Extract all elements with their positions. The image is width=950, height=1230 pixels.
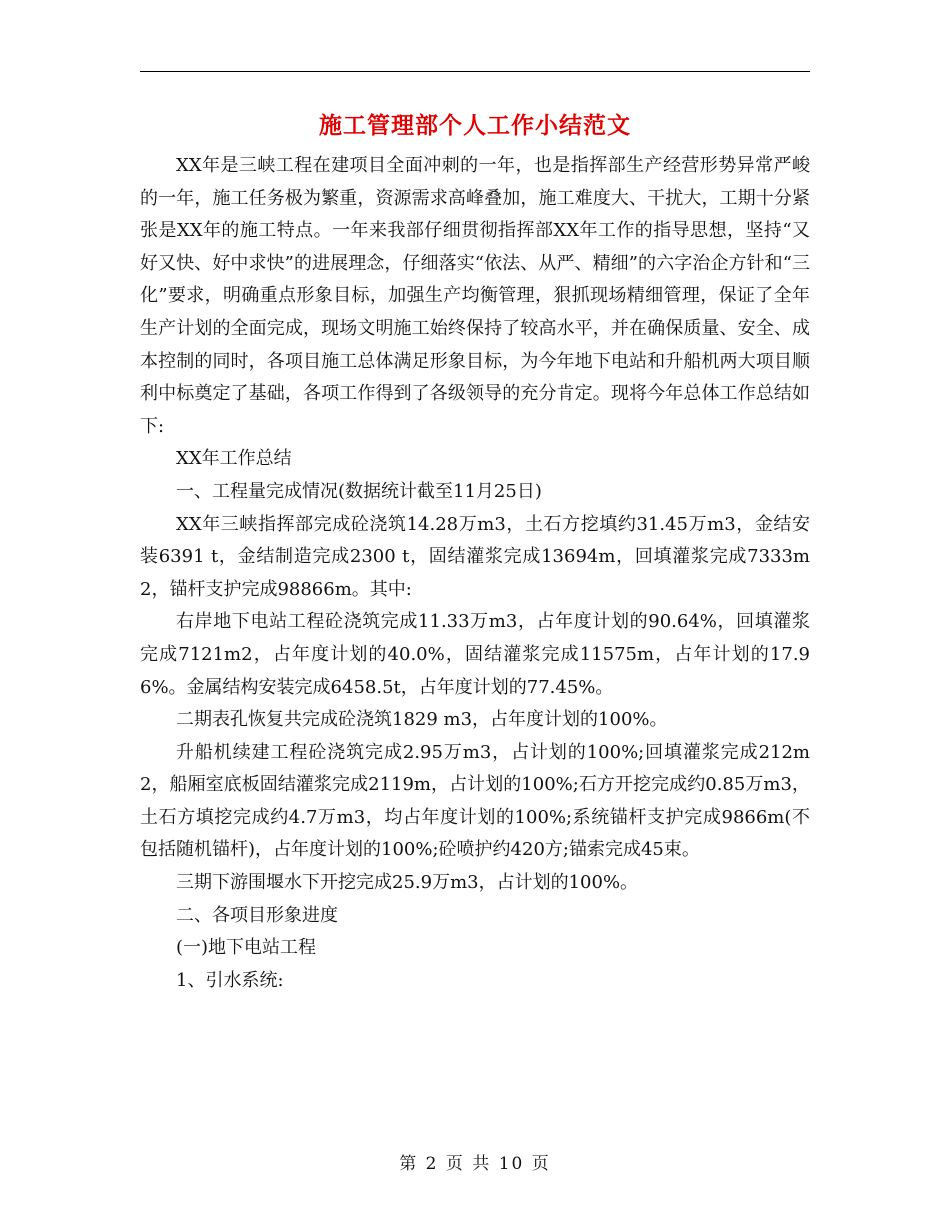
paragraph-underground-station: 右岸地下电站工程砼浇筑完成11.33万m3，占年度计划的90.64%，回填灌浆完成7121m2，占年度计划的40.0%，固结灌浆完成11575m，占年计划的17.96%。金属结构安装完成6458.5t，占年度计划的77.45%。 [140,611,810,698]
paragraph-cofferdam: 三期下游围堰水下开挖完成25.9万m3，占计划的100%。 [176,872,639,894]
subsection-heading-underground: (一)地下电站工程 [176,937,317,959]
page-number: 第 2 页 共 10 页 [399,1154,551,1174]
paragraph-summary-heading: XX年工作总结 [176,448,292,470]
item-heading-water-diversion: 1、引水系统: [176,969,284,991]
paragraph-ship-lift: 升船机续建工程砼浇筑完成2.95万m3，占计划的100%;回填灌浆完成212m2，船厢室底板固结灌浆完成2119m，占计划的100%;石方开挖完成约0.85万m3，土石方填挖完成约4.7万m3，均占年度计划的100%;系统锚杆支护完成9866m(不包括随机锚杆)，占年度计划的100%;砼喷护约420方;锚索完成45束。 [140,741,810,861]
header-rule [140,71,810,72]
paragraph-surface-holes: 二期表孔恢复共完成砼浇筑1829 m3，占年度计划的100%。 [176,709,668,731]
document-body [140,150,810,997]
document-title: 施工管理部个人工作小结范文 [319,112,631,139]
section-heading-progress: 二、各项目形象进度 [176,904,338,926]
section-heading-workload: 一、工程量完成情况(数据统计截至11月25日) [176,480,542,502]
paragraph-intro: XX年是三峡工程在建项目全面冲刺的一年，也是指挥部生产经营形势异常严峻的一年，施工任务极为繁重，资源需求高峰叠加，施工难度大、干扰大，工期十分紧张是XX年的施工特点。一年来我部仔细贯彻指挥部XX年工作的指导思想，坚持“又好又快、好中求快”的进展理念，仔细落实“依法、从严、精细”的六字治企方针和“三化”要求，明确重点形象目标，加强生产均衡管理，狠抓现场精细管理，保证了全年生产计划的全面完成，现场文明施工始终保持了较高水平，并在确保质量、安全、成本控制的同时，各项目施工总体满足形象目标，为今年地下电站和升船机两大项目顺利中标奠定了基础，各项工作得到了各级领导的充分肯定。现将今年总体工作总结如下: [140,155,810,437]
paragraph-workload-total: XX年三峡指挥部完成砼浇筑14.28万m3，土石方挖填约31.45万m3，金结安装6391 t，金结制造完成2300 t，固结灌浆完成13694m，回填灌浆完成7333m2，锚杆支护完成98866m。其中: [140,513,810,600]
